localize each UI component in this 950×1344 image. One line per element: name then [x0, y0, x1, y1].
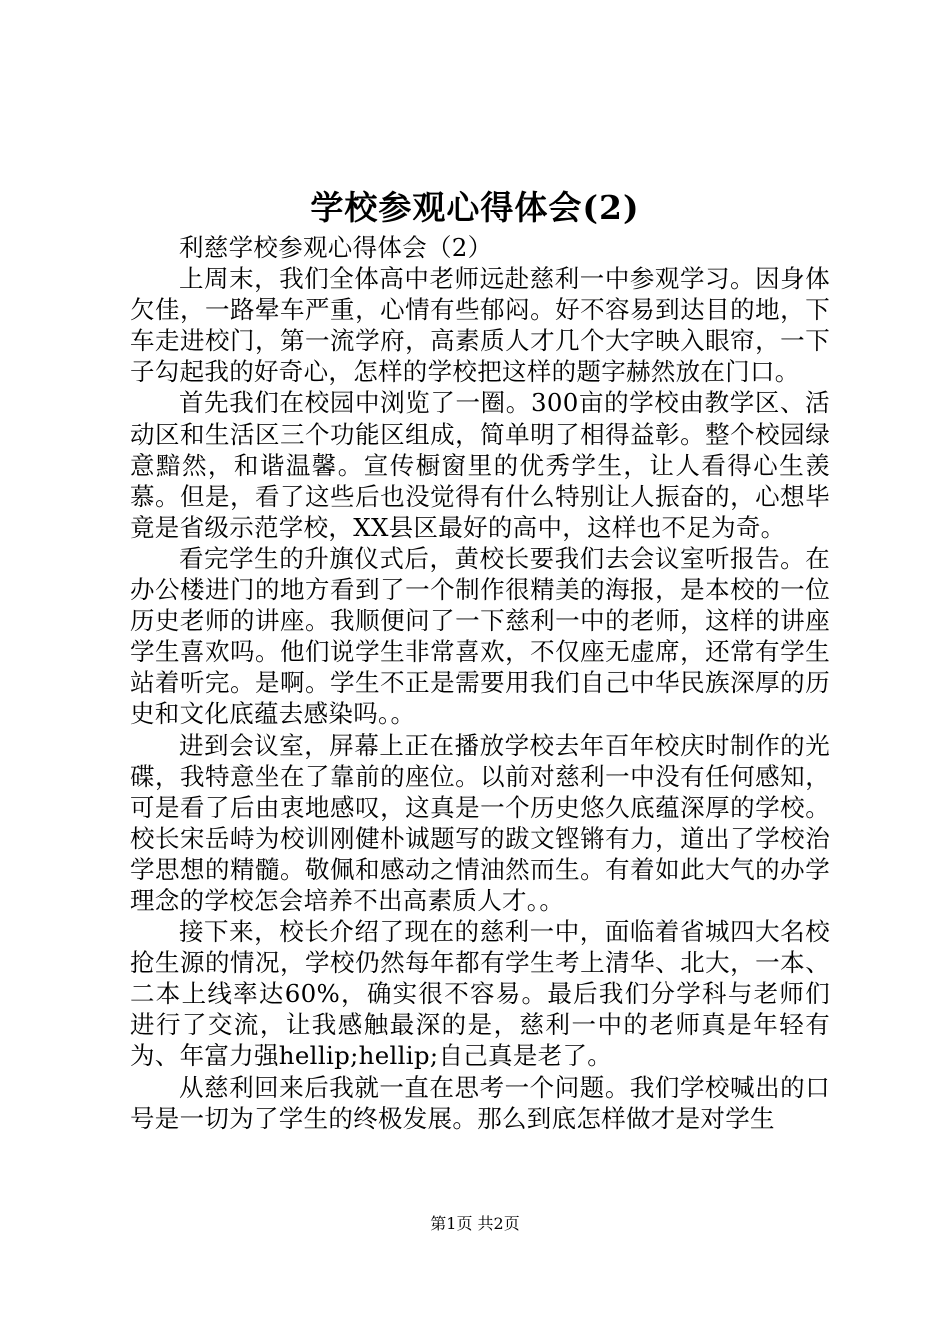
paragraph: 进到会议室，屏幕上正在播放学校去年百年校庆时制作的光碟，我特意坐在了靠前的座位。以前对慈利一中没有任何感知，可是看了后由衷地感叹，这真是一个历史悠久底蕴深厚的学校。校长宋岳峙为校训刚健朴诚题写的跋文铿锵有力，道出了学校治学思想的精髓。敬佩和感动之情油然而生。有着如此大气的办学理念的学校怎会培养不出高素质人才。。	[130, 730, 830, 915]
paragraph-subtitle: 利慈学校参观心得体会（2）	[179, 233, 493, 262]
document-body	[130, 232, 830, 1134]
paragraph: 上周末，我们全体高中老师远赴慈利一中参观学习。因身体欠佳，一路晕车严重，心情有些郁闷。好不容易到达目的地，下车走进校门，第一流学府，高素质人才几个大字映入眼帘，一下子勾起我的好奇心，怎样的学校把这样的题字赫然放在门口。	[130, 264, 830, 387]
document-title: 学校参观心得体会(2)	[310, 188, 640, 227]
paragraph: 首先我们在校园中浏览了一圈。300亩的学校由教学区、活动区和生活区三个功能区组成，简单明了相得益彰。整个校园绿意黯然，和谐温馨。宣传橱窗里的优秀学生，让人看得心生羡慕。但是，看了这些后也没觉得有什么特别让人振奋的，心想毕竟是省级示范学校，XX县区最好的高中，这样也不足为奇。	[130, 388, 830, 542]
paragraph: 接下来，校长介绍了现在的慈利一中，面临着省城四大名校抢生源的情况，学校仍然每年都有学生考上清华、北大，一本、二本上线率达60%，确实很不容易。最后我们分学科与老师们进行了交流，让我感触最深的是，慈利一中的老师真是年轻有为、年富力强hellip;hellip;自己真是老了。	[130, 917, 830, 1071]
paragraph: 从慈利回来后我就一直在思考一个问题。我们学校喊出的口号是一切为了学生的终极发展。那么到底怎样做才是对学生	[130, 1072, 830, 1133]
page-number-footer: 第1页 共2页	[430, 1214, 520, 1233]
paragraph: 看完学生的升旗仪式后，黄校长要我们去会议室听报告。在办公楼进门的地方看到了一个制作很精美的海报，是本校的一位历史老师的讲座。我顺便问了一下慈利一中的老师，这样的讲座学生喜欢吗。他们说学生非常喜欢，不仅座无虚席，还常有学生站着听完。是啊。学生不正是需要用我们自己中华民族深厚的历史和文化底蕴去感染吗。。	[130, 543, 830, 729]
